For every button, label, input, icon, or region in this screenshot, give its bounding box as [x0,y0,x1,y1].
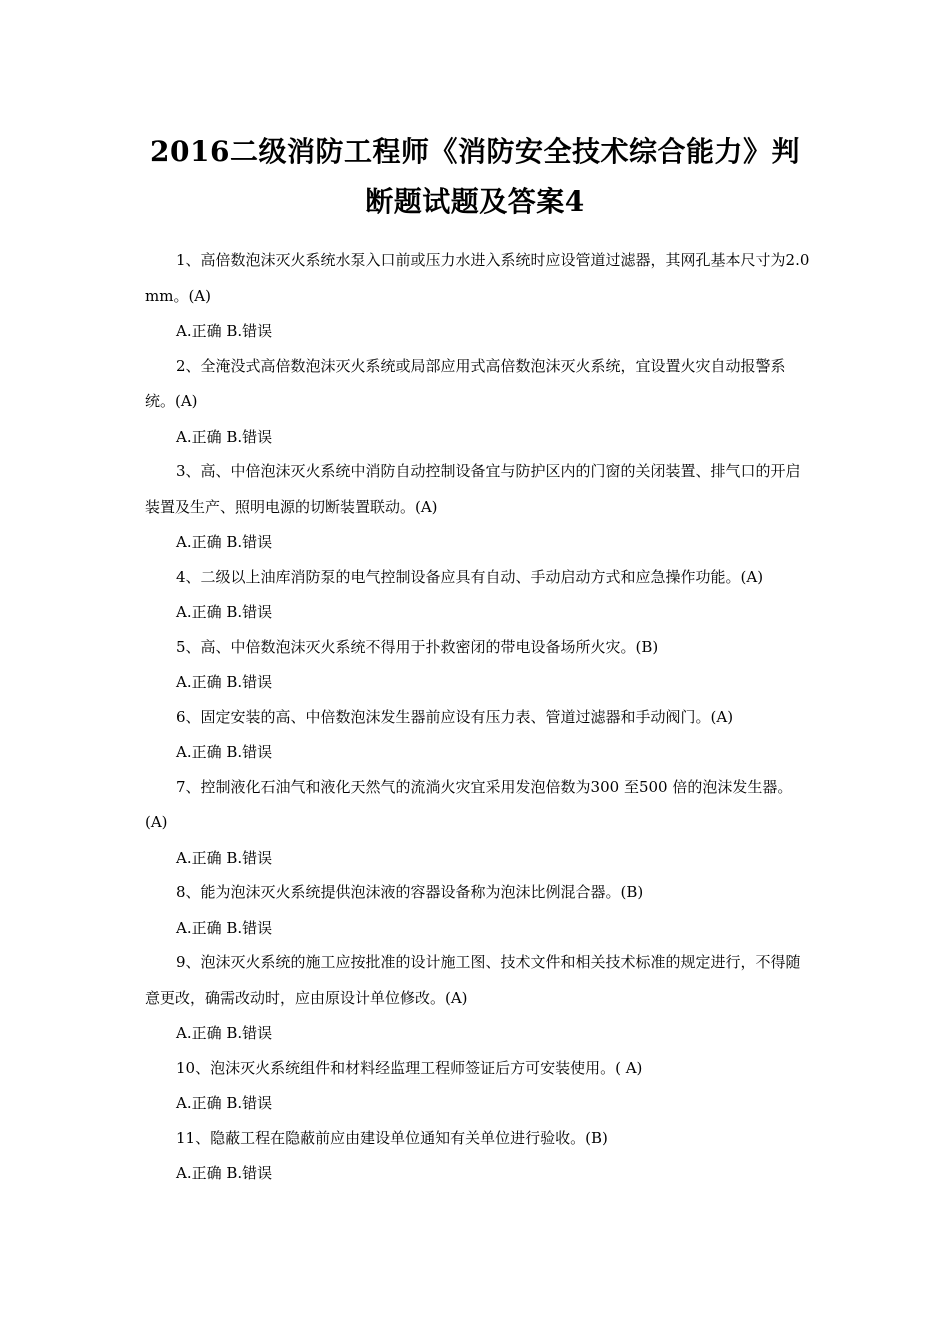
question-text: 6、固定安装的高、中倍数泡沫发生器前应设有压力表、管道过滤器和手动阀门。(A) [176,707,734,726]
answer-options: A.正确 B.错误 [176,1094,273,1112]
question-item [145,945,810,1051]
answer-options: A.正确 B.错误 [176,673,273,691]
answer-options: A.正确 B.错误 [176,322,273,340]
answer-options: A.正确 B.错误 [176,1164,273,1182]
answer-options: A.正确 B.错误 [176,603,273,621]
question-item [145,454,810,560]
question-item [145,349,810,455]
question-text: 11、隐蔽工程在隐蔽前应由建设单位通知有关单位进行验收。(B) [176,1128,608,1147]
answer-options: A.正确 B.错误 [176,533,273,551]
answer-options: A.正确 B.错误 [176,743,273,761]
document-title-line-2: 断题试题及答案4 [365,185,585,218]
question-text: 9、泡沫灭火系统的施工应按批准的设计施工图、技术文件和相关技术标准的规定进行，不得随意更改，确需改动时，应由原设计单位修改。(A) [145,953,801,1007]
question-text: 2、全淹没式高倍数泡沫灭火系统或局部应用式高倍数泡沫灭火系统，宜设置火灾自动报警系统。(A) [145,356,786,410]
question-list [145,243,810,1191]
question-text: 8、能为泡沫灭火系统提供泡沫液的容器设备称为泡沫比例混合器。(B) [176,883,644,901]
question-text: 1、高倍数泡沫灭火系统水泵入口前或压力水进入系统时应设管道过滤器，其网孔基本尺寸为2.0mm。(A) [145,251,810,305]
question-item [145,243,810,349]
answer-options: A.正确 B.错误 [176,1024,273,1042]
question-item [145,700,810,770]
question-text: 7、控制液化石油气和液化天然气的流淌火灾宜采用发泡倍数为300 至500 倍的泡沫发生器。(A) [145,777,793,831]
question-item [145,560,810,630]
answer-options: A.正确 B.错误 [176,427,273,446]
answer-options: A.正确 B.错误 [176,918,273,937]
question-text: 10、泡沫灭火系统组件和材料经监理工程师签证后方可安装使用。( A) [176,1058,643,1077]
question-item [145,1121,810,1191]
question-item [145,630,810,700]
question-text: 4、二级以上油库消防泵的电气控制设备应具有自动、手动启动方式和应急操作功能。(A) [176,567,764,586]
question-text: 3、高、中倍泡沫灭火系统中消防自动控制设备宜与防护区内的门窗的关闭装置、排气口的开启装置及生产、照明电源的切断装置联动。(A) [145,462,801,516]
question-item [145,875,810,945]
document-title-line-1: 2016二级消防工程师《消防安全技术综合能力》判 [150,135,800,168]
question-item [145,770,810,876]
answer-options: A.正确 B.错误 [176,848,273,867]
question-item [145,1051,810,1121]
question-text: 5、高、中倍数泡沫灭火系统不得用于扑救密闭的带电设备场所火灾。(B) [176,637,659,656]
